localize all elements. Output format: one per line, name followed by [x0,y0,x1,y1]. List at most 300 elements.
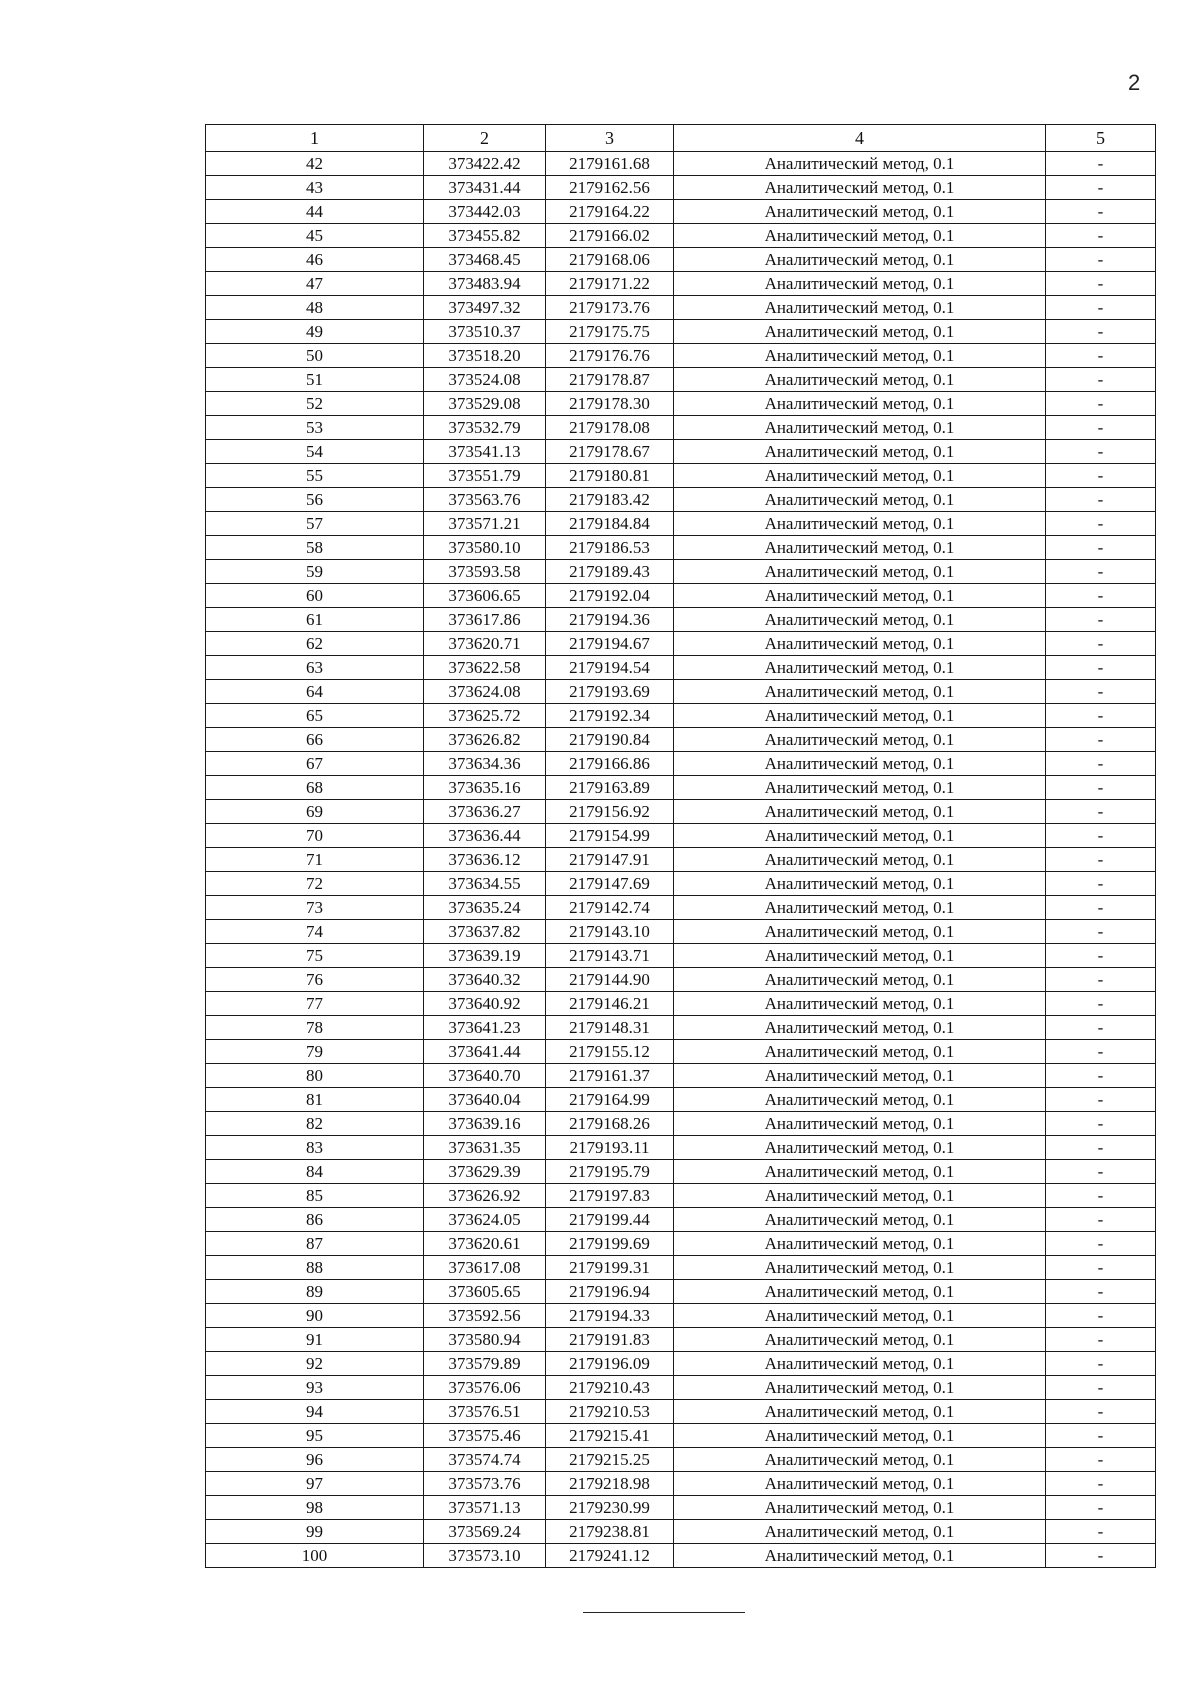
remark-cell: - [1046,416,1156,440]
table-row [206,344,1156,368]
point-number-cell: 82 [206,1112,424,1136]
x-coordinate-cell: 373606.65 [424,584,546,608]
point-number-cell: 61 [206,608,424,632]
x-coordinate-cell: 373624.08 [424,680,546,704]
method-accuracy-cell: Аналитический метод, 0.1 [674,1016,1046,1040]
remark-cell: - [1046,1328,1156,1352]
x-coordinate-cell: 373634.55 [424,872,546,896]
method-accuracy-cell: Аналитический метод, 0.1 [674,1544,1046,1568]
x-coordinate-cell: 373576.51 [424,1400,546,1424]
method-accuracy-cell: Аналитический метод, 0.1 [674,584,1046,608]
method-accuracy-cell: Аналитический метод, 0.1 [674,152,1046,176]
y-coordinate-cell: 2179155.12 [546,1040,674,1064]
x-coordinate-cell: 373629.39 [424,1160,546,1184]
x-coordinate-cell: 373617.08 [424,1256,546,1280]
remark-cell: - [1046,296,1156,320]
remark-cell: - [1046,680,1156,704]
remark-cell: - [1046,1256,1156,1280]
method-accuracy-cell: Аналитический метод, 0.1 [674,896,1046,920]
remark-cell: - [1046,200,1156,224]
table-row [206,272,1156,296]
method-accuracy-cell: Аналитический метод, 0.1 [674,1112,1046,1136]
remark-cell: - [1046,1352,1156,1376]
y-coordinate-cell: 2179148.31 [546,1016,674,1040]
x-coordinate-cell: 373640.92 [424,992,546,1016]
table-row [206,920,1156,944]
y-coordinate-cell: 2179215.25 [546,1448,674,1472]
method-accuracy-cell: Аналитический метод, 0.1 [674,440,1046,464]
point-number-cell: 65 [206,704,424,728]
y-coordinate-cell: 2179146.21 [546,992,674,1016]
remark-cell: - [1046,464,1156,488]
table-row [206,176,1156,200]
remark-cell: - [1046,272,1156,296]
table-row [206,1544,1156,1568]
x-coordinate-cell: 373617.86 [424,608,546,632]
x-coordinate-cell: 373640.04 [424,1088,546,1112]
x-coordinate-cell: 373641.23 [424,1016,546,1040]
point-number-cell: 96 [206,1448,424,1472]
method-accuracy-cell: Аналитический метод, 0.1 [674,1136,1046,1160]
point-number-cell: 98 [206,1496,424,1520]
y-coordinate-cell: 2179196.94 [546,1280,674,1304]
table-row [206,1040,1156,1064]
y-coordinate-cell: 2179178.30 [546,392,674,416]
table-row [206,896,1156,920]
table-row [206,1520,1156,1544]
point-number-cell: 64 [206,680,424,704]
remark-cell: - [1046,1400,1156,1424]
table-row [206,488,1156,512]
y-coordinate-cell: 2179192.04 [546,584,674,608]
y-coordinate-cell: 2179178.67 [546,440,674,464]
y-coordinate-cell: 2179147.91 [546,848,674,872]
method-accuracy-cell: Аналитический метод, 0.1 [674,1352,1046,1376]
x-coordinate-cell: 373518.20 [424,344,546,368]
point-number-cell: 45 [206,224,424,248]
remark-cell: - [1046,536,1156,560]
x-coordinate-cell: 373639.19 [424,944,546,968]
method-accuracy-cell: Аналитический метод, 0.1 [674,248,1046,272]
method-accuracy-cell: Аналитический метод, 0.1 [674,1520,1046,1544]
x-coordinate-cell: 373626.92 [424,1184,546,1208]
method-accuracy-cell: Аналитический метод, 0.1 [674,536,1046,560]
y-coordinate-cell: 2179210.43 [546,1376,674,1400]
point-number-cell: 55 [206,464,424,488]
x-coordinate-cell: 373576.06 [424,1376,546,1400]
point-number-cell: 46 [206,248,424,272]
point-number-cell: 89 [206,1280,424,1304]
point-number-cell: 72 [206,872,424,896]
remark-cell: - [1046,608,1156,632]
y-coordinate-cell: 2179154.99 [546,824,674,848]
table-row [206,464,1156,488]
x-coordinate-cell: 373625.72 [424,704,546,728]
table-row [206,728,1156,752]
x-coordinate-cell: 373563.76 [424,488,546,512]
y-coordinate-cell: 2179143.10 [546,920,674,944]
method-accuracy-cell: Аналитический метод, 0.1 [674,272,1046,296]
point-number-cell: 66 [206,728,424,752]
x-coordinate-cell: 373510.37 [424,320,546,344]
x-coordinate-cell: 373636.27 [424,800,546,824]
table-row [206,368,1156,392]
x-coordinate-cell: 373631.35 [424,1136,546,1160]
method-accuracy-cell: Аналитический метод, 0.1 [674,1088,1046,1112]
table-row [206,560,1156,584]
table-row [206,1376,1156,1400]
x-coordinate-cell: 373468.45 [424,248,546,272]
x-coordinate-cell: 373529.08 [424,392,546,416]
point-number-cell: 86 [206,1208,424,1232]
point-number-cell: 73 [206,896,424,920]
point-number-cell: 93 [206,1376,424,1400]
y-coordinate-cell: 2179156.92 [546,800,674,824]
x-coordinate-cell: 373636.44 [424,824,546,848]
method-accuracy-cell: Аналитический метод, 0.1 [674,344,1046,368]
method-accuracy-cell: Аналитический метод, 0.1 [674,224,1046,248]
point-number-cell: 100 [206,1544,424,1568]
y-coordinate-cell: 2179147.69 [546,872,674,896]
x-coordinate-cell: 373579.89 [424,1352,546,1376]
point-number-cell: 80 [206,1064,424,1088]
table-row [206,224,1156,248]
y-coordinate-cell: 2179194.67 [546,632,674,656]
remark-cell: - [1046,176,1156,200]
header-cell-col-4: 4 [674,125,1046,152]
x-coordinate-cell: 373626.82 [424,728,546,752]
table-row [206,848,1156,872]
x-coordinate-cell: 373624.05 [424,1208,546,1232]
point-number-cell: 56 [206,488,424,512]
y-coordinate-cell: 2179142.74 [546,896,674,920]
method-accuracy-cell: Аналитический метод, 0.1 [674,776,1046,800]
x-coordinate-cell: 373483.94 [424,272,546,296]
remark-cell: - [1046,152,1156,176]
method-accuracy-cell: Аналитический метод, 0.1 [674,560,1046,584]
y-coordinate-cell: 2179195.79 [546,1160,674,1184]
point-number-cell: 58 [206,536,424,560]
point-number-cell: 71 [206,848,424,872]
x-coordinate-cell: 373605.65 [424,1280,546,1304]
table-row [206,1088,1156,1112]
table-row [206,704,1156,728]
method-accuracy-cell: Аналитический метод, 0.1 [674,1184,1046,1208]
remark-cell: - [1046,1136,1156,1160]
y-coordinate-cell: 2179199.31 [546,1256,674,1280]
point-number-cell: 99 [206,1520,424,1544]
method-accuracy-cell: Аналитический метод, 0.1 [674,632,1046,656]
point-number-cell: 53 [206,416,424,440]
remark-cell: - [1046,344,1156,368]
y-coordinate-cell: 2179196.09 [546,1352,674,1376]
y-coordinate-cell: 2179191.83 [546,1328,674,1352]
table-row [206,608,1156,632]
table-row [206,1472,1156,1496]
method-accuracy-cell: Аналитический метод, 0.1 [674,488,1046,512]
remark-cell: - [1046,848,1156,872]
table-row [206,1424,1156,1448]
x-coordinate-cell: 373620.71 [424,632,546,656]
remark-cell: - [1046,824,1156,848]
y-coordinate-cell: 2179238.81 [546,1520,674,1544]
y-coordinate-cell: 2179166.02 [546,224,674,248]
table-row [206,992,1156,1016]
point-number-cell: 69 [206,800,424,824]
method-accuracy-cell: Аналитический метод, 0.1 [674,968,1046,992]
method-accuracy-cell: Аналитический метод, 0.1 [674,752,1046,776]
remark-cell: - [1046,1472,1156,1496]
remark-cell: - [1046,1112,1156,1136]
x-coordinate-cell: 373640.32 [424,968,546,992]
method-accuracy-cell: Аналитический метод, 0.1 [674,920,1046,944]
y-coordinate-cell: 2179197.83 [546,1184,674,1208]
remark-cell: - [1046,1496,1156,1520]
x-coordinate-cell: 373634.36 [424,752,546,776]
table-row [206,1256,1156,1280]
point-number-cell: 60 [206,584,424,608]
method-accuracy-cell: Аналитический метод, 0.1 [674,320,1046,344]
table-row [206,584,1156,608]
point-number-cell: 49 [206,320,424,344]
x-coordinate-cell: 373431.44 [424,176,546,200]
x-coordinate-cell: 373571.21 [424,512,546,536]
method-accuracy-cell: Аналитический метод, 0.1 [674,824,1046,848]
method-accuracy-cell: Аналитический метод, 0.1 [674,1376,1046,1400]
method-accuracy-cell: Аналитический метод, 0.1 [674,1232,1046,1256]
remark-cell: - [1046,992,1156,1016]
table-row [206,1400,1156,1424]
remark-cell: - [1046,896,1156,920]
x-coordinate-cell: 373573.76 [424,1472,546,1496]
point-number-cell: 57 [206,512,424,536]
point-number-cell: 85 [206,1184,424,1208]
x-coordinate-cell: 373574.74 [424,1448,546,1472]
remark-cell: - [1046,1184,1156,1208]
x-coordinate-cell: 373575.46 [424,1424,546,1448]
point-number-cell: 62 [206,632,424,656]
table-row [206,752,1156,776]
method-accuracy-cell: Аналитический метод, 0.1 [674,368,1046,392]
y-coordinate-cell: 2179186.53 [546,536,674,560]
table-row [206,800,1156,824]
x-coordinate-cell: 373422.42 [424,152,546,176]
remark-cell: - [1046,632,1156,656]
table-row [206,632,1156,656]
remark-cell: - [1046,1208,1156,1232]
method-accuracy-cell: Аналитический метод, 0.1 [674,176,1046,200]
remark-cell: - [1046,1016,1156,1040]
y-coordinate-cell: 2179163.89 [546,776,674,800]
x-coordinate-cell: 373442.03 [424,200,546,224]
y-coordinate-cell: 2179194.33 [546,1304,674,1328]
point-number-cell: 78 [206,1016,424,1040]
method-accuracy-cell: Аналитический метод, 0.1 [674,656,1046,680]
point-number-cell: 63 [206,656,424,680]
remark-cell: - [1046,728,1156,752]
remark-cell: - [1046,320,1156,344]
x-coordinate-cell: 373455.82 [424,224,546,248]
method-accuracy-cell: Аналитический метод, 0.1 [674,296,1046,320]
remark-cell: - [1046,512,1156,536]
y-coordinate-cell: 2179190.84 [546,728,674,752]
table-row [206,824,1156,848]
y-coordinate-cell: 2179171.22 [546,272,674,296]
table-row [206,248,1156,272]
point-number-cell: 95 [206,1424,424,1448]
x-coordinate-cell: 373635.16 [424,776,546,800]
point-number-cell: 52 [206,392,424,416]
table-row [206,1208,1156,1232]
point-number-cell: 79 [206,1040,424,1064]
x-coordinate-cell: 373532.79 [424,416,546,440]
x-coordinate-cell: 373541.13 [424,440,546,464]
point-number-cell: 44 [206,200,424,224]
remark-cell: - [1046,1088,1156,1112]
x-coordinate-cell: 373580.10 [424,536,546,560]
table-row [206,1064,1156,1088]
remark-cell: - [1046,968,1156,992]
point-number-cell: 42 [206,152,424,176]
y-coordinate-cell: 2179175.75 [546,320,674,344]
x-coordinate-cell: 373635.24 [424,896,546,920]
point-number-cell: 47 [206,272,424,296]
x-coordinate-cell: 373620.61 [424,1232,546,1256]
table-row [206,1448,1156,1472]
y-coordinate-cell: 2179178.08 [546,416,674,440]
method-accuracy-cell: Аналитический метод, 0.1 [674,704,1046,728]
remark-cell: - [1046,248,1156,272]
remark-cell: - [1046,1064,1156,1088]
point-number-cell: 68 [206,776,424,800]
point-number-cell: 94 [206,1400,424,1424]
x-coordinate-cell: 373569.24 [424,1520,546,1544]
y-coordinate-cell: 2179215.41 [546,1424,674,1448]
method-accuracy-cell: Аналитический метод, 0.1 [674,416,1046,440]
table-row [206,872,1156,896]
table-row [206,392,1156,416]
header-cell-col-1: 1 [206,125,424,152]
remark-cell: - [1046,1376,1156,1400]
y-coordinate-cell: 2179189.43 [546,560,674,584]
table-row [206,440,1156,464]
remark-cell: - [1046,224,1156,248]
x-coordinate-cell: 373497.32 [424,296,546,320]
footer-divider-line [583,1612,745,1613]
y-coordinate-cell: 2179193.69 [546,680,674,704]
y-coordinate-cell: 2179183.42 [546,488,674,512]
remark-cell: - [1046,1544,1156,1568]
point-number-cell: 83 [206,1136,424,1160]
table-header-row [206,125,1156,152]
point-number-cell: 59 [206,560,424,584]
y-coordinate-cell: 2179199.69 [546,1232,674,1256]
remark-cell: - [1046,368,1156,392]
header-cell-col-3: 3 [546,125,674,152]
y-coordinate-cell: 2179162.56 [546,176,674,200]
method-accuracy-cell: Аналитический метод, 0.1 [674,728,1046,752]
x-coordinate-cell: 373640.70 [424,1064,546,1088]
header-cell-col-2: 2 [424,125,546,152]
point-number-cell: 51 [206,368,424,392]
y-coordinate-cell: 2179184.84 [546,512,674,536]
remark-cell: - [1046,1232,1156,1256]
method-accuracy-cell: Аналитический метод, 0.1 [674,992,1046,1016]
point-number-cell: 92 [206,1352,424,1376]
page-number: 2 [1128,70,1141,95]
remark-cell: - [1046,392,1156,416]
point-number-cell: 43 [206,176,424,200]
remark-cell: - [1046,704,1156,728]
remark-cell: - [1046,776,1156,800]
header-cell-col-5: 5 [1046,125,1156,152]
table-row [206,1304,1156,1328]
table-row [206,320,1156,344]
point-number-cell: 90 [206,1304,424,1328]
remark-cell: - [1046,800,1156,824]
method-accuracy-cell: Аналитический метод, 0.1 [674,1472,1046,1496]
table-row [206,680,1156,704]
method-accuracy-cell: Аналитический метод, 0.1 [674,944,1046,968]
point-number-cell: 88 [206,1256,424,1280]
point-number-cell: 77 [206,992,424,1016]
point-number-cell: 50 [206,344,424,368]
method-accuracy-cell: Аналитический метод, 0.1 [674,872,1046,896]
remark-cell: - [1046,584,1156,608]
table-row [206,200,1156,224]
point-number-cell: 74 [206,920,424,944]
method-accuracy-cell: Аналитический метод, 0.1 [674,608,1046,632]
point-number-cell: 48 [206,296,424,320]
y-coordinate-cell: 2179192.34 [546,704,674,728]
coordinates-table [205,124,1156,1568]
table-row [206,512,1156,536]
remark-cell: - [1046,1520,1156,1544]
method-accuracy-cell: Аналитический метод, 0.1 [674,1064,1046,1088]
table-row [206,1232,1156,1256]
y-coordinate-cell: 2179178.87 [546,368,674,392]
y-coordinate-cell: 2179144.90 [546,968,674,992]
remark-cell: - [1046,1280,1156,1304]
table-row [206,296,1156,320]
point-number-cell: 81 [206,1088,424,1112]
x-coordinate-cell: 373573.10 [424,1544,546,1568]
remark-cell: - [1046,440,1156,464]
remark-cell: - [1046,752,1156,776]
remark-cell: - [1046,1304,1156,1328]
table-row [206,968,1156,992]
x-coordinate-cell: 373571.13 [424,1496,546,1520]
point-number-cell: 75 [206,944,424,968]
y-coordinate-cell: 2179164.22 [546,200,674,224]
y-coordinate-cell: 2179230.99 [546,1496,674,1520]
y-coordinate-cell: 2179161.68 [546,152,674,176]
y-coordinate-cell: 2179173.76 [546,296,674,320]
y-coordinate-cell: 2179143.71 [546,944,674,968]
remark-cell: - [1046,656,1156,680]
point-number-cell: 91 [206,1328,424,1352]
y-coordinate-cell: 2179199.44 [546,1208,674,1232]
method-accuracy-cell: Аналитический метод, 0.1 [674,512,1046,536]
method-accuracy-cell: Аналитический метод, 0.1 [674,848,1046,872]
x-coordinate-cell: 373592.56 [424,1304,546,1328]
point-number-cell: 87 [206,1232,424,1256]
method-accuracy-cell: Аналитический метод, 0.1 [674,1328,1046,1352]
point-number-cell: 97 [206,1472,424,1496]
x-coordinate-cell: 373641.44 [424,1040,546,1064]
method-accuracy-cell: Аналитический метод, 0.1 [674,1448,1046,1472]
method-accuracy-cell: Аналитический метод, 0.1 [674,1160,1046,1184]
